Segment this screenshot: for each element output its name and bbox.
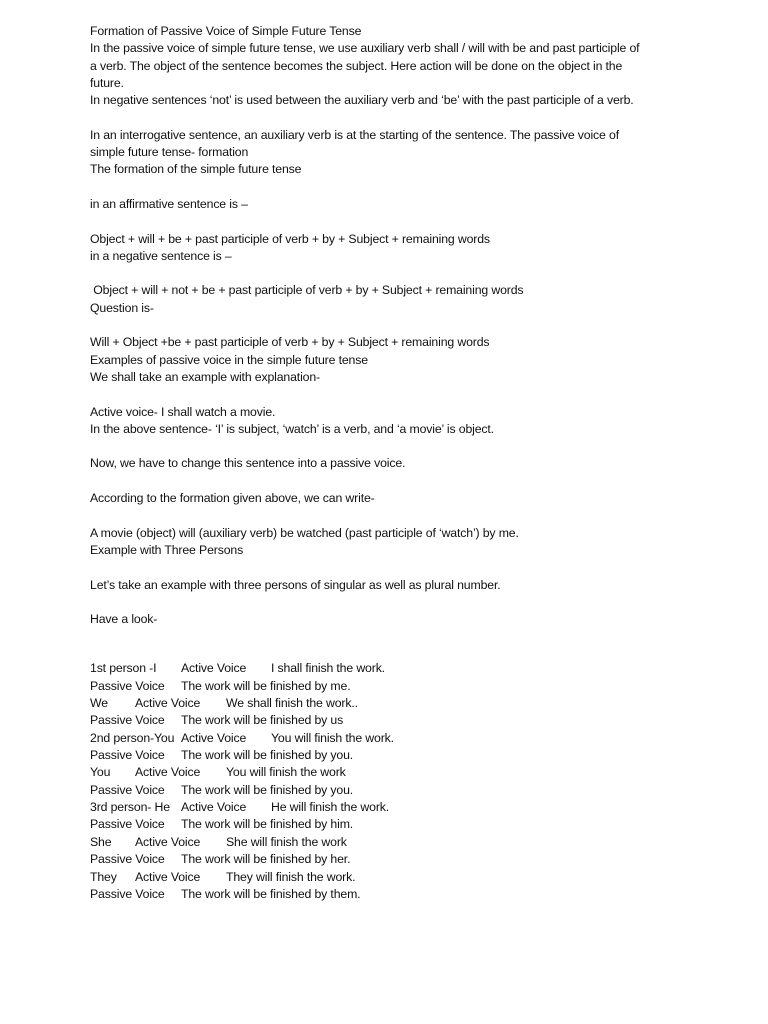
spacer — [90, 473, 690, 490]
row-person-label: 3rd person- He — [90, 800, 170, 815]
row-voice-label: Passive Voice — [90, 713, 165, 728]
row-voice-label: Passive Voice — [90, 678, 165, 693]
spacer — [90, 438, 690, 455]
spacer — [90, 594, 690, 611]
spacer — [90, 265, 690, 282]
table-row — [90, 730, 690, 747]
row-sentence: They will finish the work. — [226, 869, 356, 884]
affirmative-formula: Object + will + be + past participle of verb + by + Subject + remaining words — [90, 231, 490, 246]
document-page — [90, 23, 690, 903]
change-line: Now, we have to change this sentence into a passive voice. — [90, 456, 406, 471]
row-sentence: You will finish the work — [226, 765, 346, 780]
paragraph-line: simple future tense- formation — [90, 145, 249, 160]
table-row — [90, 747, 690, 764]
row-voice-label: Active Voice — [135, 765, 201, 780]
paragraph-line: In negative sentences ‘not’ is used between the auxiliary verb and ‘be’ with the past participle of a verb. — [90, 93, 634, 108]
row-sentence: He will finish the work. — [271, 800, 390, 815]
row-sentence: The work will be finished by us — [181, 713, 344, 728]
row-voice-label: Passive Voice — [90, 817, 165, 832]
table-row — [90, 764, 690, 781]
paragraph-line: a verb. The object of the sentence becomes the subject. Here action will be done on the object in the — [90, 58, 623, 73]
table-row — [90, 886, 690, 903]
table-row — [90, 851, 690, 868]
row-sentence: The work will be finished by you. — [181, 782, 354, 797]
negative-intro: in a negative sentence is – — [90, 248, 232, 263]
spacer — [90, 507, 690, 524]
three-persons-intro: Let’s take an example with three persons of singular as well as plural number. — [90, 577, 501, 592]
table-row — [90, 695, 690, 712]
spacer — [90, 109, 690, 126]
formation-line: According to the formation given above, we can write- — [90, 491, 375, 506]
have-a-look-line: Have a look- — [90, 612, 158, 627]
row-sentence: You will finish the work. — [271, 730, 394, 745]
row-voice-label: Passive Voice — [90, 852, 165, 867]
three-persons-heading: Example with Three Persons — [90, 542, 244, 557]
row-person-label: 1st person -I — [90, 661, 157, 676]
row-sentence: I shall finish the work. — [271, 661, 385, 676]
table-row — [90, 834, 690, 851]
passive-example: A movie (object) will (auxiliary verb) be watched (past participle of ‘watch’) by me. — [90, 525, 519, 540]
row-voice-label: Active Voice — [135, 834, 201, 849]
row-person-label: They — [90, 869, 117, 884]
affirmative-intro: in an affirmative sentence is – — [90, 196, 248, 211]
table-row — [90, 816, 690, 833]
row-sentence: We shall finish the work.. — [226, 696, 358, 711]
examples-intro: We shall take an example with explanation- — [90, 369, 320, 384]
active-example: Active voice- I shall watch a movie. — [90, 404, 276, 419]
row-voice-label: Passive Voice — [90, 782, 165, 797]
row-sentence: The work will be finished by them. — [181, 886, 361, 901]
explanation-line: In the above sentence- ‘I’ is subject, ‘watch’ is a verb, and ‘a movie’ is object. — [90, 421, 494, 436]
negative-formula: Object + will + not + be + past participle of verb + by + Subject + remaining words — [90, 283, 524, 298]
spacer — [90, 628, 690, 660]
document-title: Formation of Passive Voice of Simple Future Tense — [90, 24, 362, 38]
spacer — [90, 317, 690, 334]
row-voice-label: Passive Voice — [90, 886, 165, 901]
table-row — [90, 712, 690, 729]
row-person-label: She — [90, 834, 112, 849]
row-voice-label: Active Voice — [181, 730, 247, 745]
persons-table — [90, 660, 690, 903]
row-voice-label: Active Voice — [181, 661, 247, 676]
row-sentence: The work will be finished by me. — [181, 678, 351, 693]
spacer — [90, 179, 690, 196]
table-row — [90, 678, 690, 695]
paragraph-line: The formation of the simple future tense — [90, 162, 302, 177]
table-row — [90, 869, 690, 886]
row-person-label: You — [90, 765, 111, 780]
spacer — [90, 559, 690, 576]
row-voice-label: Active Voice — [135, 696, 201, 711]
examples-heading: Examples of passive voice in the simple future tense — [90, 352, 368, 367]
table-row — [90, 799, 690, 816]
row-voice-label: Active Voice — [181, 800, 247, 815]
table-row — [90, 660, 690, 677]
row-voice-label: Passive Voice — [90, 748, 165, 763]
row-sentence: She will finish the work — [226, 834, 347, 849]
question-intro: Question is- — [90, 300, 154, 315]
row-sentence: The work will be finished by her. — [181, 852, 351, 867]
row-voice-label: Active Voice — [135, 869, 201, 884]
spacer — [90, 386, 690, 403]
row-person-label: 2nd person-You — [90, 730, 175, 745]
row-person-label: We — [90, 696, 108, 711]
paragraph-line: In an interrogative sentence, an auxiliary verb is at the starting of the sentence. The passive voice of — [90, 127, 619, 142]
paragraph-line: In the passive voice of simple future tense, we use auxiliary verb shall / will with be and past participle of — [90, 41, 640, 56]
row-sentence: The work will be finished by you. — [181, 748, 354, 763]
question-formula: Will + Object +be + past participle of verb + by + Subject + remaining words — [90, 335, 490, 350]
spacer — [90, 213, 690, 230]
row-sentence: The work will be finished by him. — [181, 817, 354, 832]
table-row — [90, 782, 690, 799]
paragraph-line: future. — [90, 75, 124, 90]
